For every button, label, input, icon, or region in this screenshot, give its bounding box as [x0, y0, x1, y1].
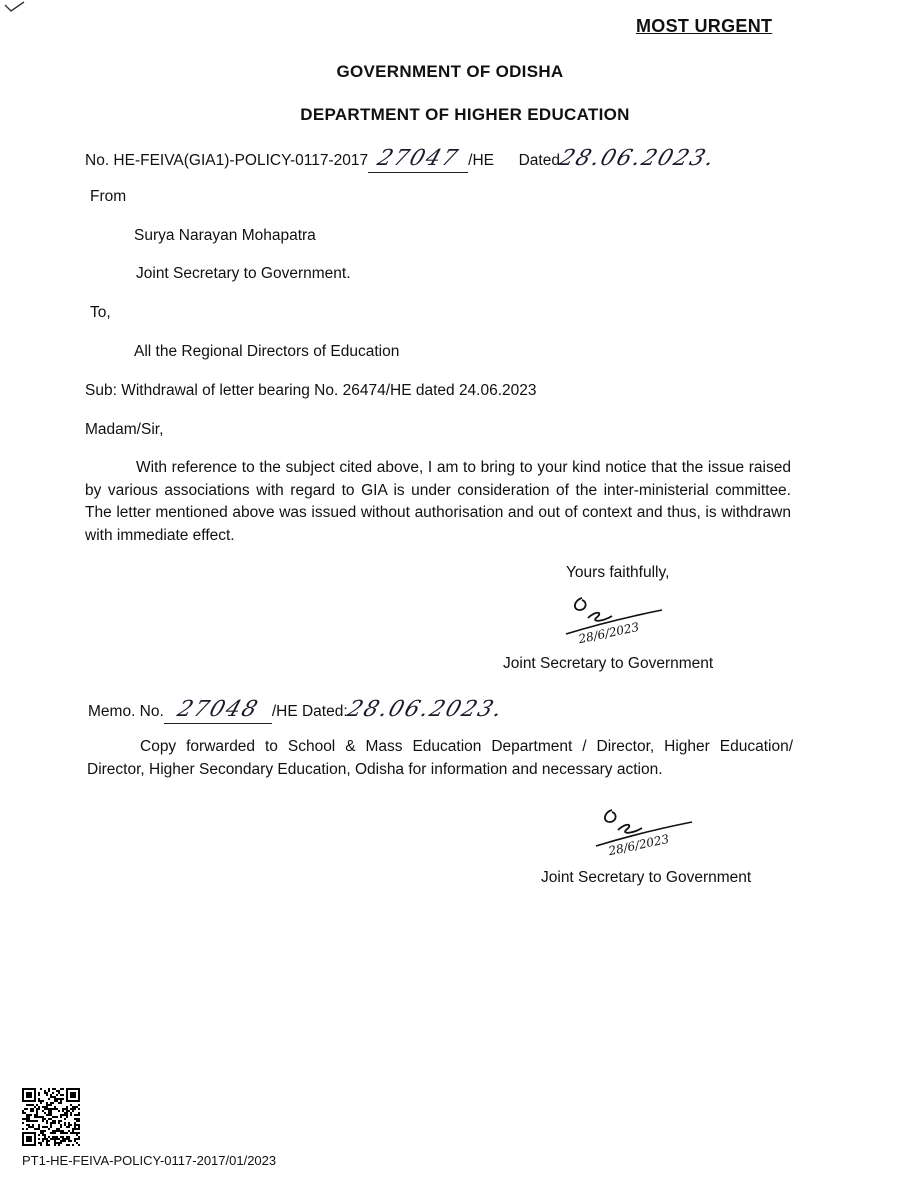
closing: Yours faithfully, — [566, 564, 670, 581]
recipient: All the Regional Directors of Education — [134, 343, 400, 360]
government-heading: GOVERNMENT OF ODISHA — [336, 62, 564, 81]
memo-line — [88, 697, 507, 724]
memo-label: Memo. No. — [88, 703, 164, 720]
to-label: To, — [90, 304, 111, 321]
footer-document-code: PT1-HE-FEIVA-POLICY-0117-2017/01/2023 — [22, 1153, 277, 1168]
salutation: Madam/Sir, — [85, 421, 164, 438]
date-handwritten: 28.06.2023. — [556, 146, 720, 171]
signatory-designation-2: Joint Secretary to Government — [541, 869, 752, 886]
corner-mark — [2, 0, 28, 14]
body-paragraph: With reference to the subject cited above, I am to bring to your kind notice that the issue raised by various associations with regard to GIA is under consideration of the inter-ministerial committee. The letter mentioned above was issued without authorisation and out of context and thus, is withdrawn with immediate effect. — [85, 459, 791, 544]
signature-scribble — [582, 800, 712, 862]
reference-number-handwritten: 27047 — [374, 146, 463, 171]
department-heading: DEPARTMENT OF HIGHER EDUCATION — [300, 105, 630, 124]
from-label: From — [90, 188, 127, 205]
sender-name: Surya Narayan Mohapatra — [134, 227, 316, 244]
reference-line — [85, 146, 720, 173]
signature-2 — [582, 800, 712, 862]
signature-2-date: 28/6/2023 — [607, 831, 671, 859]
memo-suffix: /HE Dated: — [271, 703, 348, 720]
memo-date-handwritten: 28.06.2023. — [343, 697, 507, 722]
reference-number-prefix: No. HE-FEIVA(GIA1)-POLICY-0117-2017 — [85, 152, 369, 169]
signature-1-date: 28/6/2023 — [577, 619, 641, 647]
subject: Sub: Withdrawal of letter bearing No. 26474/HE dated 24.06.2023 — [85, 382, 537, 399]
copy-forward-paragraph: Copy forwarded to School & Mass Education Department / Director, Higher Education/ Director, Higher Secondary Education, Odisha for information and necessary action. — [87, 738, 793, 778]
urgency-label: MOST URGENT — [636, 16, 773, 36]
date-label: Dated — [518, 152, 560, 169]
reference-number-suffix: /HE — [468, 152, 494, 169]
signature-1 — [552, 588, 682, 650]
qr-code — [22, 1088, 80, 1146]
signatory-designation-1: Joint Secretary to Government — [503, 655, 714, 672]
sender-designation: Joint Secretary to Government. — [136, 265, 351, 282]
signature-scribble — [552, 588, 682, 650]
memo-number-handwritten: 27048 — [173, 697, 263, 722]
